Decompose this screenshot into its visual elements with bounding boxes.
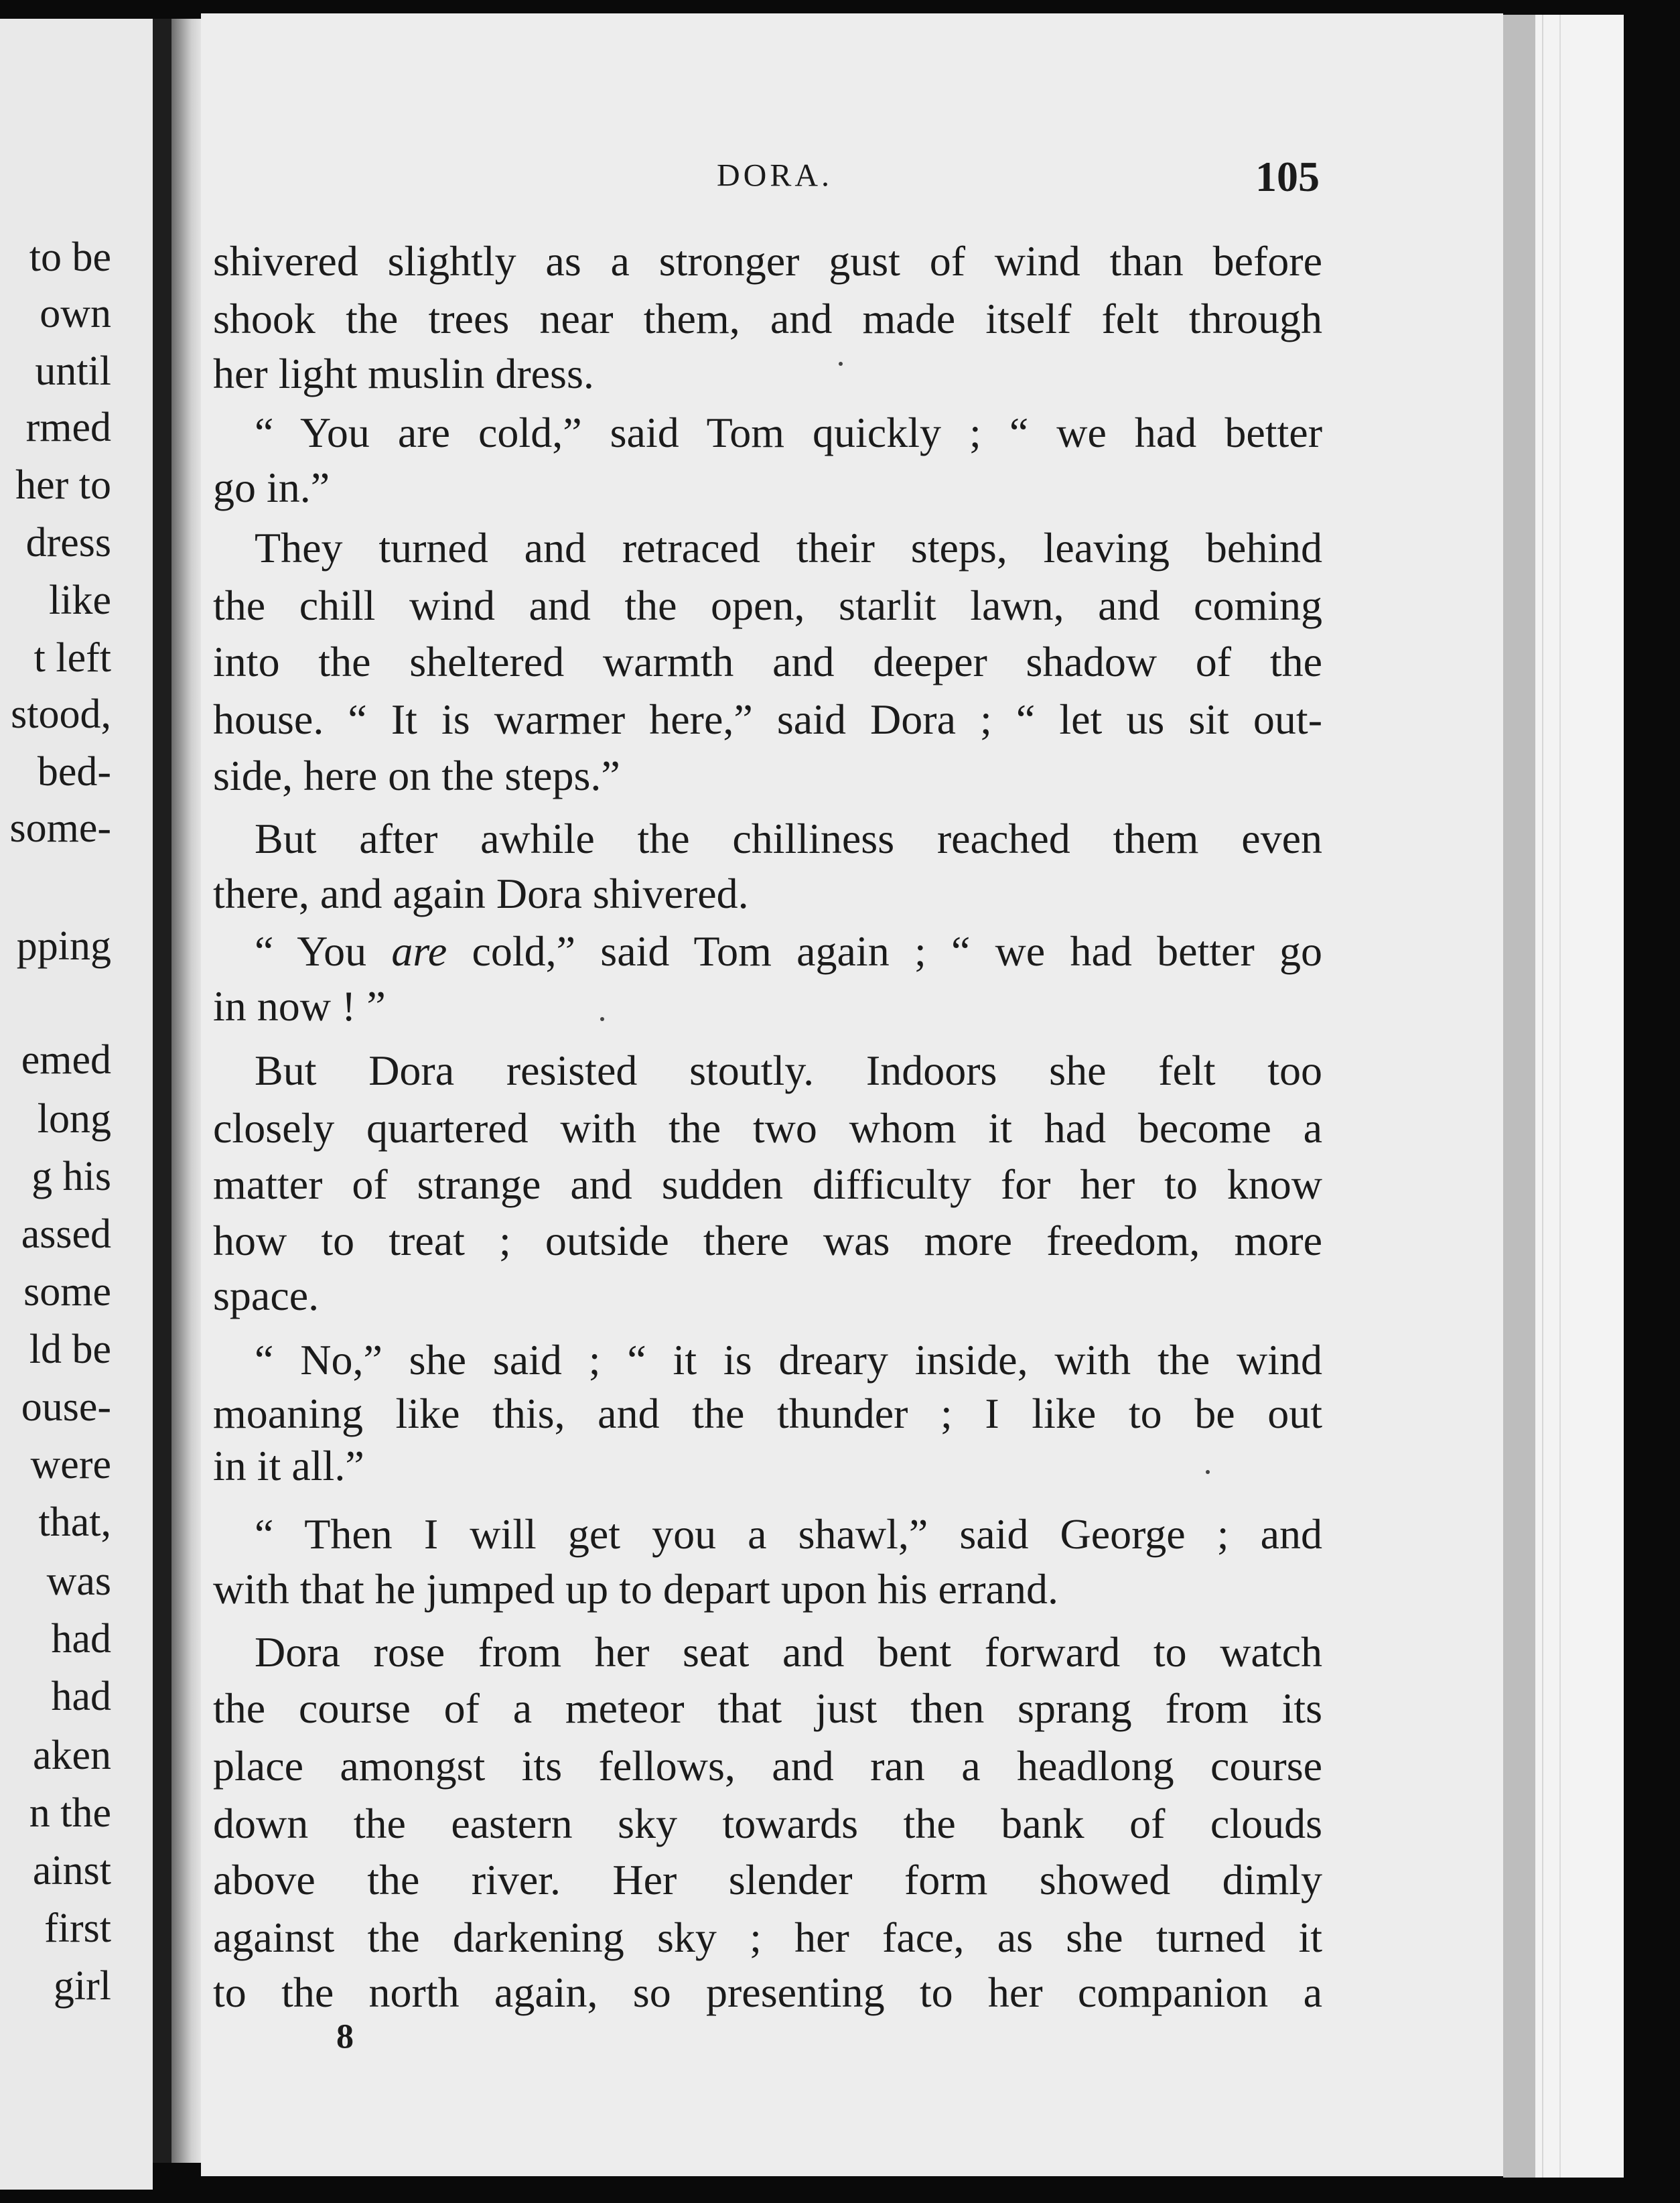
text-line: They turned and retraced their steps, leaving behind [255,524,1322,572]
text-line: go in.” [213,464,330,511]
text-line: her light muslin dress. [213,350,594,397]
facing-page-fragment: was [46,1558,111,1604]
facing-page-fragment: pping [16,923,111,969]
text-line: shook the trees near them, and made itself felt through [213,295,1322,342]
page-number: 105 [1255,153,1320,200]
facing-page-fragment: dress [25,520,111,565]
facing-page-fragment: emed [21,1037,111,1083]
facing-page-fragment: own [40,291,111,336]
facing-page-fragment: n the [29,1790,111,1836]
text-line: the course of a meteor that just then sprang from its [213,1684,1322,1732]
text-line: in it all.” [213,1442,364,1489]
running-head: DORA. [717,157,833,194]
facing-page-fragment: to be [29,235,111,280]
text-line [213,927,1323,975]
page-edge [1503,15,1535,2178]
facing-page-fragment: some [23,1269,111,1315]
scan-speck [1206,1470,1210,1474]
text-span: “ You [255,927,392,975]
text-line: how to treat ; outside there was more freedom, more [213,1217,1322,1264]
facing-page-fragment: ld be [29,1327,111,1372]
text-line: side, here on the steps.” [213,752,620,799]
signature-mark: 8 [336,2017,354,2056]
facing-page-fragment: were [30,1442,111,1487]
text-line: “ You are cold,” said Tom quickly ; “ we had better [255,409,1322,456]
scan-speck [839,362,843,366]
book-gutter [153,19,171,2163]
text-line: place amongst its fellows, and ran a headlong course [213,1742,1322,1790]
text-line: into the sheltered warmth and deeper shadow of the [213,638,1322,685]
text-line: with that he jumped up to depart upon his errand. [213,1565,1058,1613]
facing-page-fragment: her to [15,462,111,508]
facing-page-fragment: long [37,1096,111,1142]
facing-page-fragment: assed [21,1211,111,1257]
text-line: Dora rose from her seat and bent forward to watch [255,1628,1322,1676]
text-line: against the darkening sky ; her face, as she turned it [213,1914,1322,1961]
text-line: “ Then I will get you a shawl,” said George ; and [255,1510,1322,1558]
text-line: down the eastern sky towards the bank of clouds [213,1800,1322,1847]
text-line: above the river. Her slender form showed dimly [213,1856,1322,1904]
facing-page-fragment: g his [31,1154,111,1199]
facing-page-fragment: until [35,348,111,394]
facing-page-fragment: rmed [25,405,111,450]
text-line: to the north again, so presenting to her companion a [213,1968,1322,2016]
facing-page-fragment: bed- [37,749,111,795]
facing-page-fragment: had [51,1674,111,1719]
facing-page-fragment: girl [53,1963,111,2009]
text-line: house. “ It is warmer here,” said Dora ; “ let us sit out- [213,695,1322,743]
facing-page-fragment: first [44,1906,111,1951]
gutter-shadow [171,19,205,2163]
page-stack-edge [1535,15,1624,2178]
facing-page-fragment: that, [38,1499,111,1545]
emphasis-text: are [391,927,447,975]
scan-speck [600,1017,604,1021]
text-line: the chill wind and the open, starlit lawn, and coming [213,582,1322,629]
facing-page-fragment: had [51,1616,111,1662]
facing-page-fragment: ainst [32,1848,111,1893]
facing-page-fragment: aken [32,1733,111,1778]
facing-page [0,19,153,2190]
text-line: space. [213,1272,320,1319]
text-span: cold,” said Tom again ; “ we had better go [447,927,1323,975]
facing-page-fragment: t left [33,635,111,681]
facing-page-fragment: some- [9,805,111,851]
text-line: moaning like this, and the thunder ; I like to be out [213,1390,1322,1437]
facing-page-fragment: ouse- [21,1384,111,1430]
text-line: in now ! ” [213,982,386,1030]
facing-page-fragment: like [49,578,111,623]
facing-page-fragment: stood, [11,691,111,737]
text-line: “ No,” she said ; “ it is dreary inside, with the wind [255,1336,1322,1384]
text-line: there, and again Dora shivered. [213,870,749,917]
text-line: shivered slightly as a stronger gust of wind than before [213,237,1322,285]
text-line: closely quartered with the two whom it had become a [213,1104,1322,1152]
text-line: But Dora resisted stoutly. Indoors she felt too [255,1047,1322,1094]
text-line: But after awhile the chilliness reached them even [255,815,1322,862]
text-line: matter of strange and sudden difficulty for her to know [213,1160,1322,1208]
